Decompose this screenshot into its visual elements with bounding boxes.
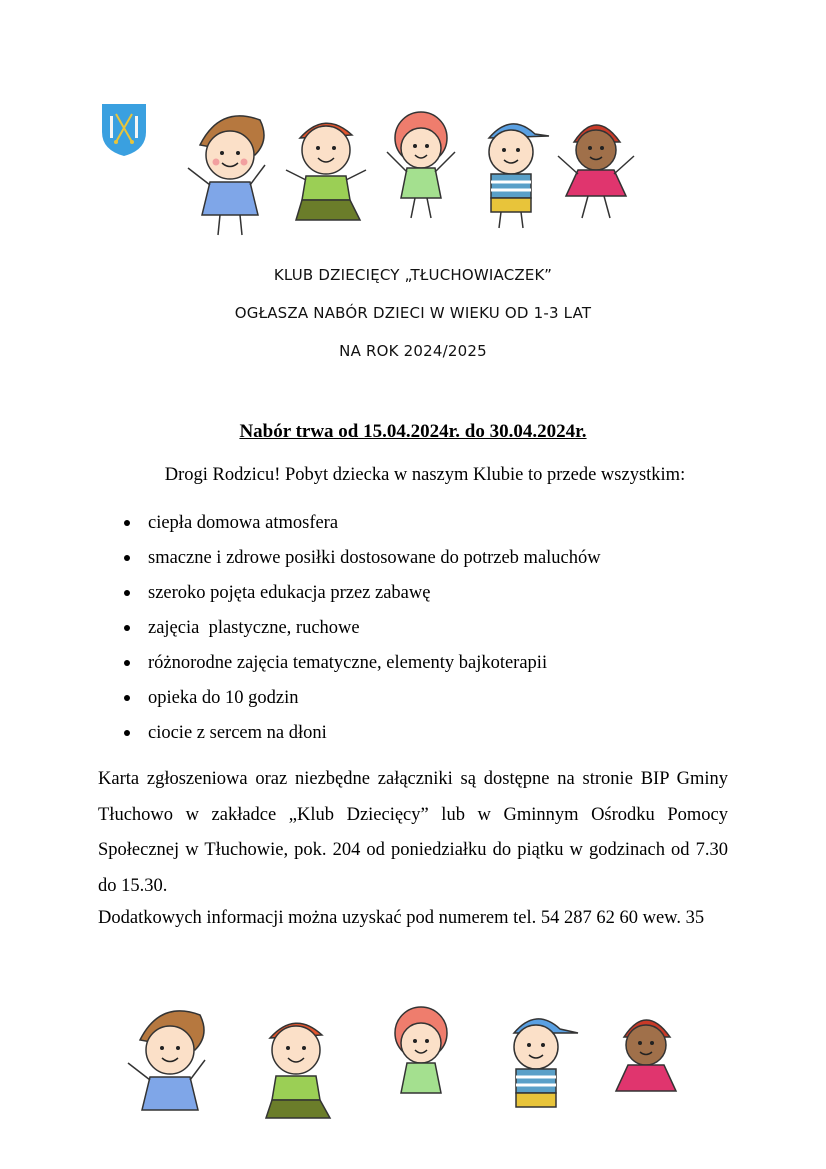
list-item: opieka do 10 godzin [120,685,760,720]
list-item: ciepła domowa atmosfera [120,510,760,545]
heading-club-name: KLUB DZIECIĘCY „TŁUCHOWIACZEK” [273,266,553,284]
benefits-list [120,510,760,755]
contact-info: Dodatkowych informacji można uzyskać pod numerem tel. 54 287 62 60 wew. 35 [98,908,705,928]
info-paragraph: Karta zgłoszeniowa oraz niezbędne załączniki są dostępne na stronie BIP Gminy Tłuchowo w zakładce „Klub Dziecięcy” lub w Gminnym Ośrodku Pomocy Społecznej w Tłuchowie, pok. 204 od poniedziałku do piątku w godzinach od 7.30 do 15.30. [98,769,728,896]
kid-boy-cap-icon [514,1019,578,1107]
kid-girl-curly-hair-icon [387,112,455,218]
kid-girl-brown-hair-icon [128,1011,205,1110]
kid-girl-bow-icon [616,1020,676,1091]
bullet-icon [124,625,130,631]
list-item: szeroko pojęta edukacja przez zabawę [120,580,760,615]
kid-girl-brown-hair-icon [188,116,265,235]
kid-girl-curly-hair-icon [395,1007,447,1093]
kid-boy-cap-icon [489,124,549,228]
bullet-icon [124,555,130,561]
kids-illustration-top [180,100,650,250]
kid-girl-bow-icon [558,125,634,218]
bullet-icon [124,730,130,736]
bullet-icon [124,695,130,701]
list-item: ciocie z sercem na dłoni [120,720,760,755]
list-item: zajęcia plastyczne, ruchowe [120,615,760,650]
kids-illustration-bottom [110,985,720,1135]
list-item: różnorodne zajęcia tematyczne, elementy bajkoterapii [120,650,760,685]
heading-year: NA ROK 2024/2025 [339,342,487,360]
bullet-icon [124,590,130,596]
coat-of-arms-icon [100,102,148,158]
kid-boy-red-hair-icon [286,123,366,220]
kid-boy-red-hair-icon [266,1023,330,1118]
bullet-icon [124,660,130,666]
bullet-icon [124,520,130,526]
intro-text: Drogi Rodzicu! Pobyt dziecka w naszym Klubie to przede wszystkim: [164,465,686,485]
heading-recruitment: OGŁASZA NABÓR DZIECI W WIEKU OD 1-3 LAT [234,304,592,322]
list-item: smaczne i zdrowe posiłki dostosowane do potrzeb maluchów [120,545,760,580]
recruitment-period: Nabór trwa od 15.04.2024r. do 30.04.2024r. [239,421,587,442]
